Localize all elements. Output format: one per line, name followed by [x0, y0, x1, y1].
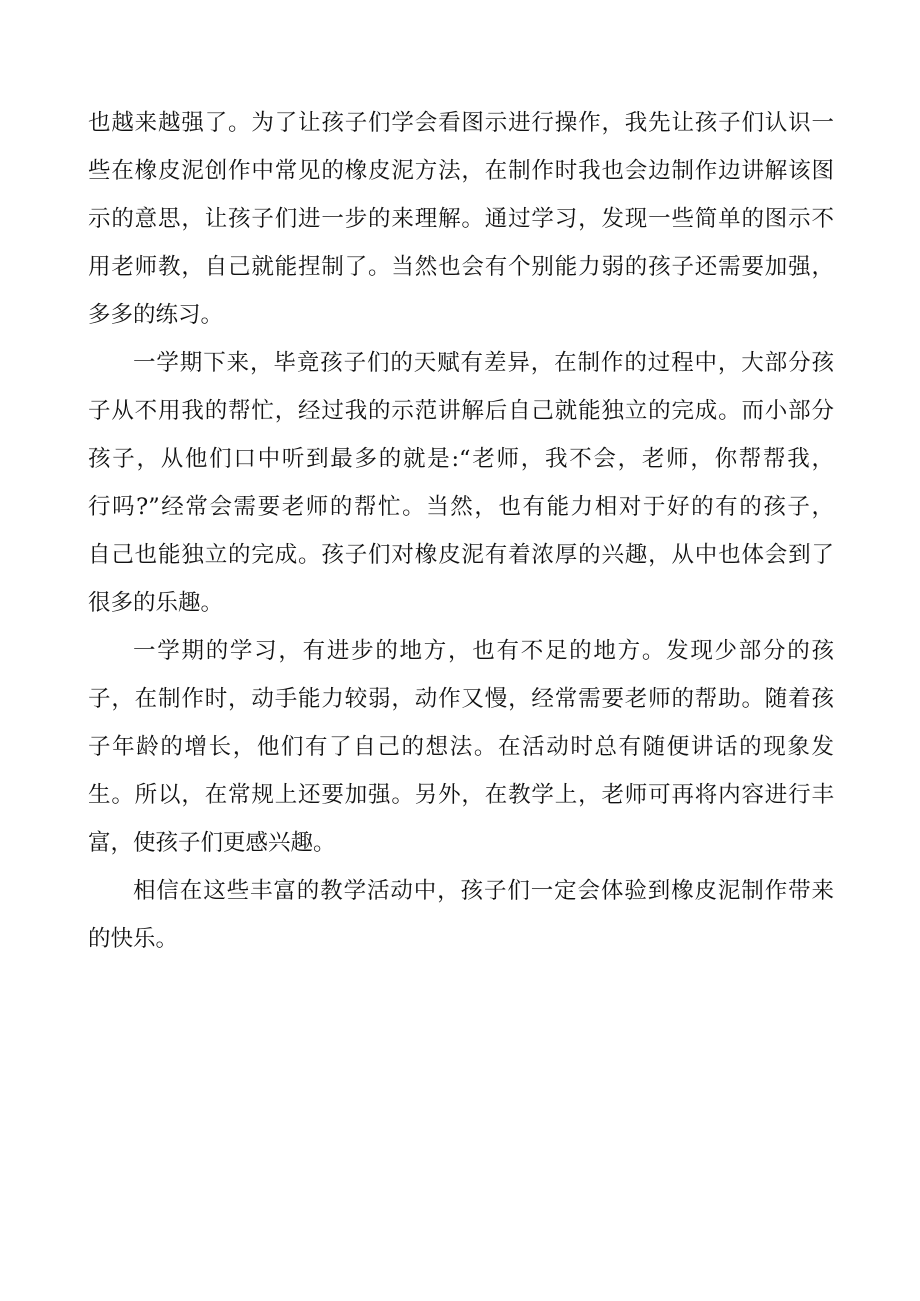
text-line: 些在橡皮泥创作中常见的橡皮泥方法，在制作时我也会边制作边讲解该图 [88, 158, 834, 184]
text-line: 子年龄的增长，他们有了自己的想法。在活动时总有随便讲话的现象发 [88, 734, 834, 760]
text-line: 也越来越强了。为了让孩子们学会看图示进行操作，我先让孩子们认识一 [88, 110, 834, 136]
paragraph-3 [88, 627, 834, 867]
text-line: 自己也能独立的完成。孩子们对橡皮泥有着浓厚的兴趣，从中也体会到了 [88, 542, 834, 568]
text-line: 示的意思，让孩子们进一步的来理解。通过学习，发现一些简单的图示不 [88, 206, 834, 232]
document-body [88, 99, 834, 963]
text-line: 子，在制作时，动手能力较弱，动作又慢，经常需要老师的帮助。随着孩 [88, 686, 834, 712]
text-line: 孩子，从他们口中听到最多的就是:“老师，我不会，老师，你帮帮我， [88, 446, 834, 472]
text-line: 相信在这些丰富的教学活动中，孩子们一定会体验到橡皮泥制作带来 [133, 878, 834, 904]
paragraph-2 [88, 339, 834, 627]
paragraph-1 [88, 99, 834, 339]
text-line: 很多的乐趣。 [88, 590, 224, 616]
text-line: 富，使孩子们更感兴趣。 [88, 830, 336, 856]
text-line: 多多的练习。 [88, 302, 224, 328]
text-line: 的快乐。 [88, 926, 179, 952]
text-line: 一学期的学习，有进步的地方，也有不足的地方。发现少部分的孩 [133, 638, 834, 664]
text-line: 生。所以，在常规上还要加强。另外，在教学上，老师可再将内容进行丰 [88, 782, 834, 808]
text-line: 一学期下来，毕竟孩子们的天赋有差异，在制作的过程中，大部分孩 [133, 350, 834, 376]
paragraph-4 [88, 867, 834, 963]
text-line: 子从不用我的帮忙，经过我的示范讲解后自己就能独立的完成。而小部分 [88, 398, 834, 424]
text-line: 行吗?”经常会需要老师的帮忙。当然，也有能力相对于好的有的孩子， [88, 494, 834, 520]
text-line: 用老师教，自己就能捏制了。当然也会有个别能力弱的孩子还需要加强， [88, 254, 834, 280]
